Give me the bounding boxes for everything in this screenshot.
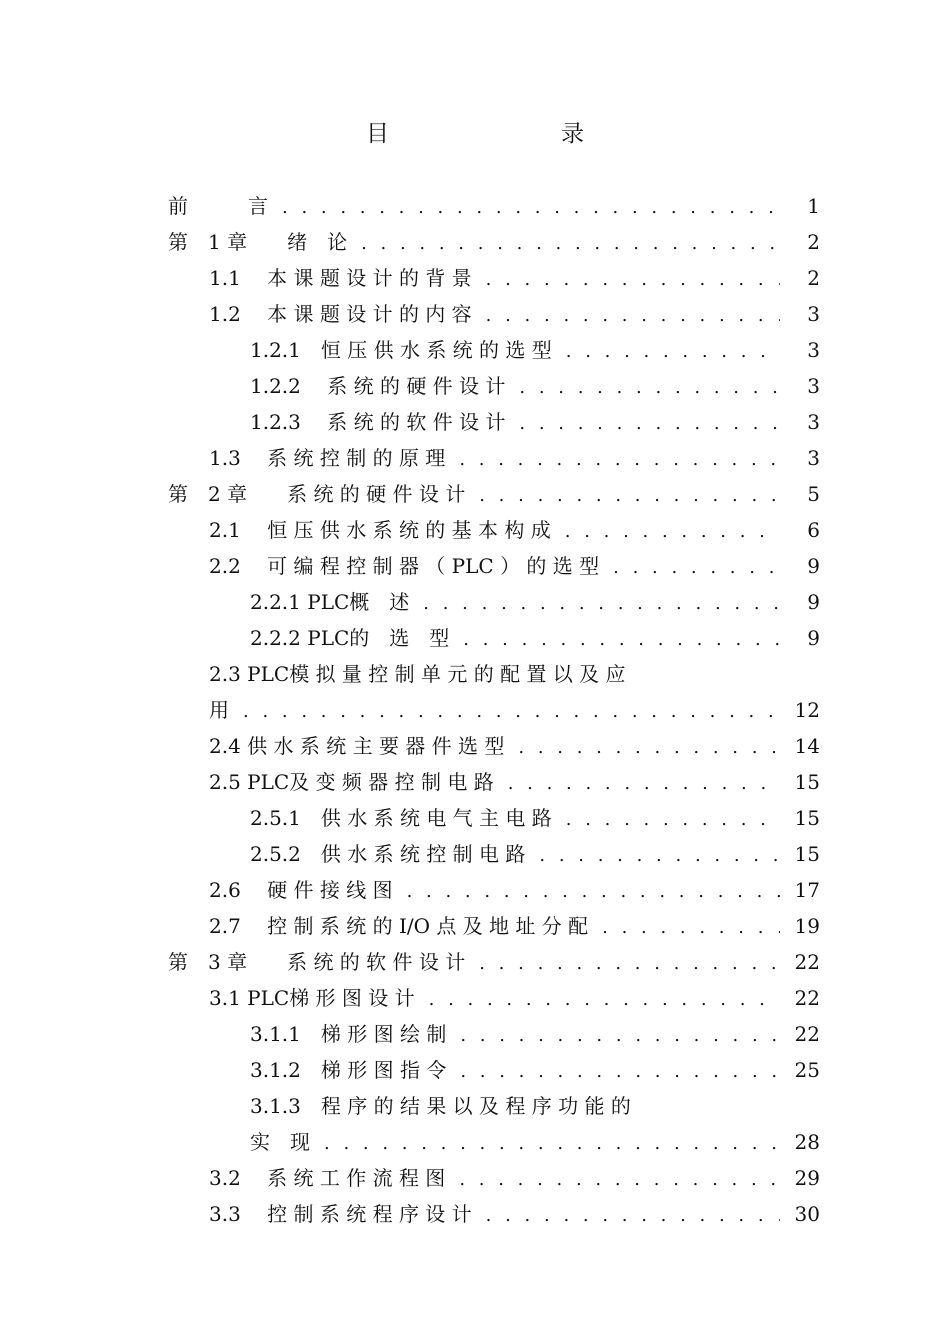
toc-entry-label: 3.1.2 梯 形 图 指 令 <box>250 1058 447 1082</box>
toc-page-number: 28 <box>794 1130 820 1154</box>
toc-entry[interactable] <box>168 476 820 512</box>
toc-entry-label: 第 1 章 绪 论 <box>168 230 348 254</box>
toc-page-number: 2 <box>807 230 820 254</box>
toc-entry-wrapped-first-line[interactable] <box>168 1088 820 1124</box>
dot-leader <box>519 406 780 440</box>
toc-page-number: 25 <box>794 1058 820 1082</box>
toc-entry[interactable] <box>168 620 820 656</box>
toc-entry-label: 3.1.3 程 序 的 结 果 以 及 程 序 功 能 的 <box>250 1094 631 1118</box>
toc-entry-label: 1.3 系 统 控 制 的 原 理 <box>209 446 446 470</box>
toc-entry[interactable] <box>168 188 820 224</box>
toc-entry-continuation: 用 <box>209 698 229 722</box>
toc-entry-label: 2.3 PLC模 拟 量 控 制 单 元 的 配 置 以 及 应 <box>209 662 626 686</box>
toc-page-number: 30 <box>794 1202 820 1226</box>
toc-entry-label: 2.7 控 制 系 统 的 I/O 点 及 地 址 分 配 <box>209 914 589 938</box>
toc-entry-label: 2.2.2 PLC的 选 型 <box>250 626 450 650</box>
dot-leader <box>460 1018 780 1052</box>
toc-entry-label: 2.5 PLC及 变 频 器 控 制 电 路 <box>209 770 494 794</box>
toc-entry-label: 2.5.2 供 水 系 统 控 制 电 路 <box>250 842 526 866</box>
toc-entry-label: 第 3 章 系 统 的 软 件 设 计 <box>168 950 466 974</box>
toc-entry-label: 第 2 章 系 统 的 硬 件 设 计 <box>168 482 466 506</box>
dot-leader <box>459 1162 780 1196</box>
toc-entry-label: 2.5.1 供 水 系 统 电 气 主 电 路 <box>250 806 552 830</box>
toc-entry[interactable] <box>168 404 820 440</box>
dot-leader <box>479 478 780 512</box>
toc-title: 目 录 <box>366 121 626 147</box>
toc-page-number: 22 <box>794 950 820 974</box>
dot-leader <box>423 586 780 620</box>
toc-entry[interactable] <box>168 584 820 620</box>
toc-entry[interactable] <box>168 224 820 260</box>
toc-page-number: 19 <box>794 914 820 938</box>
toc-page-number: 1 <box>807 194 820 218</box>
toc-page-number: 5 <box>807 482 820 506</box>
toc-page-number: 14 <box>794 734 820 758</box>
dot-leader <box>613 550 780 584</box>
dot-leader <box>486 1198 780 1232</box>
toc-page-number: 9 <box>807 626 820 650</box>
toc-entry[interactable] <box>168 512 820 548</box>
toc-page-number: 9 <box>807 554 820 578</box>
toc-entry-label: 前 言 <box>168 194 268 218</box>
toc-entry[interactable] <box>168 944 820 980</box>
dot-leader <box>486 262 780 296</box>
toc-entry-wrapped-first-line[interactable] <box>168 656 820 692</box>
toc-page-number: 22 <box>794 1022 820 1046</box>
dot-leader <box>429 982 780 1016</box>
toc-entry[interactable] <box>168 1196 820 1232</box>
toc-entry[interactable] <box>168 368 820 404</box>
toc-page-number: 29 <box>794 1166 820 1190</box>
toc-entry-label: 1.2.2 系 统 的 硬 件 设 计 <box>250 374 506 398</box>
dot-leader <box>539 838 780 872</box>
toc-entry-label: 3.3 控 制 系 统 程 序 设 计 <box>209 1202 472 1226</box>
dot-leader <box>460 1054 780 1088</box>
table-of-contents <box>168 188 820 1232</box>
dot-leader <box>479 946 780 980</box>
toc-entry[interactable] <box>168 764 820 800</box>
toc-entry-label: 2.1 恒 压 供 水 系 统 的 基 本 构 成 <box>209 518 551 542</box>
toc-entry-label: 2.6 硬 件 接 线 图 <box>209 878 393 902</box>
toc-entry[interactable] <box>168 1016 820 1052</box>
dot-leader <box>282 190 780 224</box>
toc-page-number: 15 <box>794 770 820 794</box>
dot-leader <box>519 370 780 404</box>
toc-entry[interactable] <box>168 440 820 476</box>
toc-entry[interactable] <box>168 260 820 296</box>
toc-page-number: 9 <box>807 590 820 614</box>
toc-entry[interactable] <box>168 1124 820 1160</box>
toc-entry-label: 2.2.1 PLC概 述 <box>250 590 410 614</box>
toc-entry[interactable] <box>168 872 820 908</box>
dot-leader <box>361 226 780 260</box>
dot-leader <box>463 622 780 656</box>
toc-entry-label: 1.1 本 课 题 设 计 的 背 景 <box>209 266 472 290</box>
toc-entry-label: 1.2 本 课 题 设 计 的 内 容 <box>209 302 472 326</box>
dot-leader <box>518 730 780 764</box>
toc-entry[interactable] <box>168 980 820 1016</box>
toc-page-number: 3 <box>807 410 820 434</box>
toc-entry[interactable] <box>168 836 820 872</box>
toc-entry[interactable] <box>168 1160 820 1196</box>
toc-page-number: 17 <box>794 878 820 902</box>
toc-entry-label: 1.2.3 系 统 的 软 件 设 计 <box>250 410 506 434</box>
dot-leader <box>602 910 780 944</box>
toc-entry[interactable] <box>168 800 820 836</box>
toc-page-number: 3 <box>807 302 820 326</box>
toc-entry-label: 2.4 供 水 系 统 主 要 器 件 选 型 <box>209 734 505 758</box>
toc-page-number: 3 <box>807 446 820 470</box>
dot-leader <box>324 1126 780 1160</box>
dot-leader <box>459 442 780 476</box>
toc-page-number: 6 <box>807 518 820 542</box>
dot-leader <box>566 334 780 368</box>
toc-entry[interactable] <box>168 296 820 332</box>
toc-entry-label: 2.2 可 编 程 控 制 器 （ PLC ） 的 选 型 <box>209 554 600 578</box>
toc-entry-label: 3.1.1 梯 形 图 绘 制 <box>250 1022 447 1046</box>
toc-page-number: 15 <box>794 806 820 830</box>
toc-entry-label: 1.2.1 恒 压 供 水 系 统 的 选 型 <box>250 338 552 362</box>
toc-entry[interactable] <box>168 548 820 584</box>
toc-entry[interactable] <box>168 332 820 368</box>
dot-leader <box>486 298 780 332</box>
dot-leader <box>508 766 780 800</box>
toc-entry[interactable] <box>168 728 820 764</box>
dot-leader <box>243 694 780 728</box>
toc-entry[interactable] <box>168 908 820 944</box>
toc-entry-label: 3.1 PLC梯 形 图 设 计 <box>209 986 415 1010</box>
toc-page-number: 2 <box>807 266 820 290</box>
dot-leader <box>566 802 780 836</box>
toc-page-number: 22 <box>794 986 820 1010</box>
toc-page-number: 15 <box>794 842 820 866</box>
dot-leader <box>565 514 780 548</box>
toc-page-number: 12 <box>794 698 820 722</box>
toc-entry-label: 3.2 系 统 工 作 流 程 图 <box>209 1166 446 1190</box>
toc-page-number: 3 <box>807 338 820 362</box>
toc-entry[interactable] <box>168 692 820 728</box>
dot-leader <box>407 874 780 908</box>
toc-page-number: 3 <box>807 374 820 398</box>
toc-entry-continuation: 实 现 <box>250 1130 310 1154</box>
toc-entry[interactable] <box>168 1052 820 1088</box>
